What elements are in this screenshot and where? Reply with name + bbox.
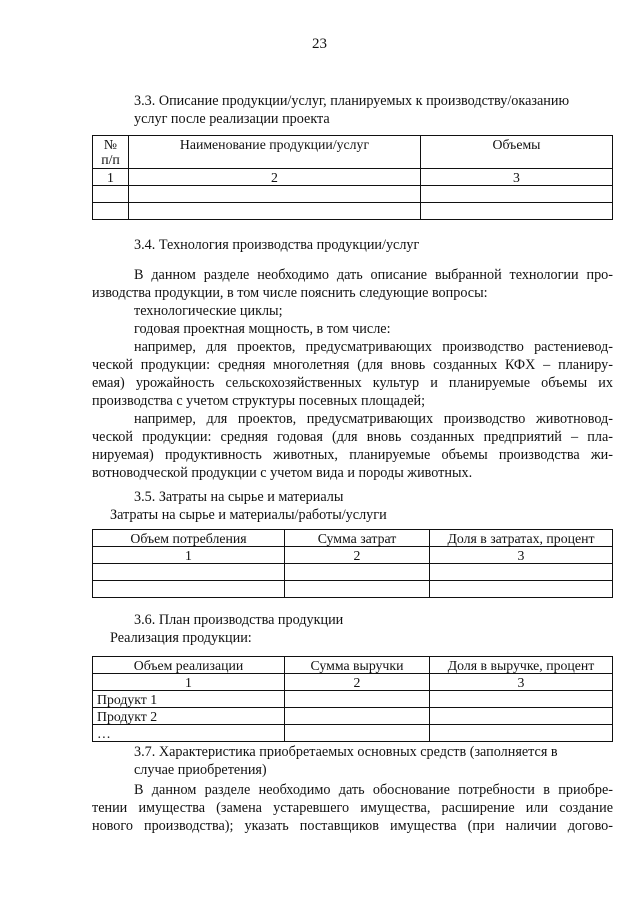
section-3-7-heading: 3.7. Характеристика приобретаемых основных средств (заполняется в — [134, 744, 558, 760]
row-label: Продукт 2 — [93, 708, 285, 725]
table-row — [93, 547, 613, 564]
table-cell — [285, 564, 430, 581]
table-cell — [285, 581, 430, 598]
paragraph-line: В данном разделе необходимо дать описание выбранной технологии про- — [134, 267, 613, 283]
column-number: 1 — [93, 169, 129, 186]
table-row — [93, 708, 613, 725]
column-header: Объем реализации — [93, 657, 285, 674]
products-table — [92, 135, 613, 220]
table-row — [93, 725, 613, 742]
table-row — [93, 186, 613, 203]
table-header-row — [93, 136, 613, 169]
paragraph-line: тении имущества (замена устаревшего имущества, расширение или создание — [92, 800, 613, 816]
paragraph-line: производства с учетом структуры посевных площадей; — [92, 393, 426, 409]
table-cell — [93, 203, 129, 220]
table-cell — [129, 186, 421, 203]
table-header-row — [93, 530, 613, 547]
section-3-6-subheading: Реализация продукции: — [110, 630, 252, 646]
column-header: Объем потребления — [93, 530, 285, 547]
column-number: 2 — [285, 674, 430, 691]
paragraph-line: технологические циклы; — [134, 303, 283, 319]
paragraph-line: ческой продукции: средняя многолетняя (для вновь созданных КФХ – планиру- — [92, 357, 613, 373]
paragraph-line: нируемая) продуктивность животных, планируемые объемы производства жи- — [92, 447, 613, 463]
column-number: 3 — [430, 674, 613, 691]
column-number: 3 — [430, 547, 613, 564]
table-cell — [430, 725, 613, 742]
column-header: Доля в выручке, процент — [430, 657, 613, 674]
column-header: Доля в затратах, процент — [430, 530, 613, 547]
table-row — [93, 169, 613, 186]
table-cell — [430, 581, 613, 598]
table-header-row — [93, 657, 613, 674]
section-3-7-heading-cont: случае приобретения) — [134, 762, 267, 778]
table-cell — [129, 203, 421, 220]
table-cell — [421, 186, 613, 203]
table-row — [93, 581, 613, 598]
column-header: Наименование продукции/услуг — [129, 136, 421, 169]
table-cell — [93, 564, 285, 581]
table-cell — [430, 691, 613, 708]
paragraph-line: например, для проектов, предусматривающих производство растениевод- — [134, 339, 613, 355]
paragraph-line: вотноводческой продукции с учетом вида и породы животных. — [92, 465, 473, 481]
column-header: Сумма выручки — [285, 657, 430, 674]
column-header-num-line1: № — [103, 137, 118, 152]
table-cell — [93, 186, 129, 203]
paragraph-line: ческой продукции: средняя годовая (для вновь созданных предприятий – пла- — [92, 429, 613, 445]
column-number: 1 — [93, 674, 285, 691]
table-cell — [285, 725, 430, 742]
paragraph-line: например, для проектов, предусматривающих производство животновод- — [134, 411, 613, 427]
section-3-3-heading-cont: услуг после реализации проекта — [134, 111, 330, 127]
table-cell — [93, 581, 285, 598]
column-number: 2 — [129, 169, 421, 186]
paragraph-line: емая) урожайность сельскохозяйственных культур и планируемые объемы их — [92, 375, 613, 391]
table-cell — [430, 708, 613, 725]
column-header-num-line2: п/п — [101, 152, 120, 167]
row-label: Продукт 1 — [93, 691, 285, 708]
page-number: 23 — [312, 36, 327, 52]
table-row — [93, 203, 613, 220]
column-number: 1 — [93, 547, 285, 564]
column-number: 3 — [421, 169, 613, 186]
section-3-5-subheading: Затраты на сырье и материалы/работы/услуги — [110, 507, 387, 523]
column-header: Сумма затрат — [285, 530, 430, 547]
column-header — [93, 136, 129, 169]
table-cell — [285, 691, 430, 708]
table-row — [93, 691, 613, 708]
paragraph-line: изводства продукции, в том числе пояснить следующие вопросы: — [92, 285, 488, 301]
paragraph-line: годовая проектная мощность, в том числе: — [134, 321, 391, 337]
table-row — [93, 564, 613, 581]
costs-table — [92, 529, 613, 598]
sales-table — [92, 656, 613, 742]
table-cell — [421, 203, 613, 220]
table-row — [93, 674, 613, 691]
column-number: 2 — [285, 547, 430, 564]
section-3-3-heading: 3.3. Описание продукции/услуг, планируемых к производству/оказанию — [134, 93, 570, 109]
paragraph-line: В данном разделе необходимо дать обоснование потребности в приобре- — [134, 782, 613, 798]
row-label: … — [93, 725, 285, 742]
section-3-4-heading: 3.4. Технология производства продукции/услуг — [134, 237, 420, 253]
paragraph-line: нового производства); указать поставщиков имущества (при наличии догово- — [92, 818, 613, 834]
table-cell — [430, 564, 613, 581]
section-3-5-heading: 3.5. Затраты на сырье и материалы — [134, 489, 344, 505]
table-cell — [285, 708, 430, 725]
section-3-6-heading: 3.6. План производства продукции — [134, 612, 344, 628]
column-header: Объемы — [421, 136, 613, 169]
